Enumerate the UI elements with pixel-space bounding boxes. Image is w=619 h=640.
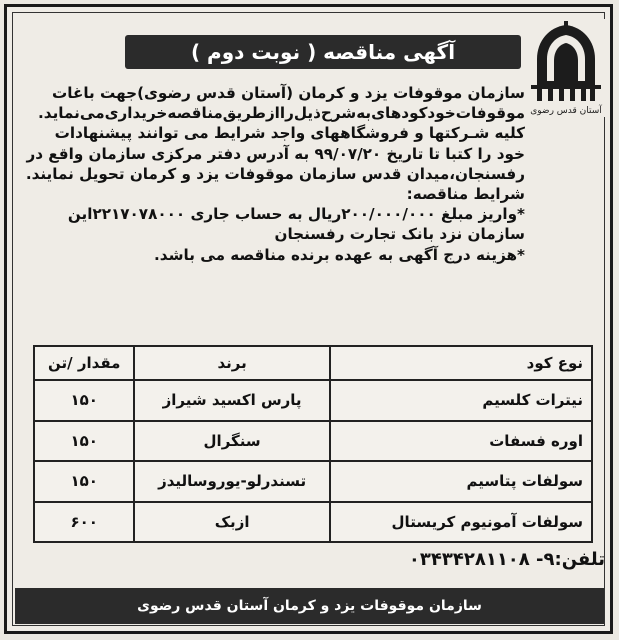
cell-brand: پارس اکسید شیراز [134,380,329,421]
conditions-heading: شرایط مناقصه: [406,185,525,204]
header-type: نوع کود [330,346,592,380]
cell-quantity: ۱۵۰ [34,461,134,502]
fertilizer-table-container [33,345,593,543]
header-quantity: مقدار /تن [34,346,134,380]
fertilizer-table [33,345,593,543]
cell-brand: تسندرلو-یوروسالیدز [134,461,329,502]
table-row [34,502,592,543]
table-row [34,421,592,462]
cell-quantity: ۱۵۰ [34,421,134,462]
cell-brand: ازبک [134,502,329,543]
newspaper-ad [4,4,613,634]
cell-type: نیترات کلسیم [330,380,592,421]
ad-body [25,83,525,265]
table-header-row [34,346,592,380]
deposit-condition: *واریز مبلغ ۲۰۰/۰۰۰/۰۰۰ریال به حساب جاری ۲۲۱۷۰۷۸۰۰۰این سازمان نزد بانک تجارت رفسنجان [67,205,525,244]
cell-type: اوره فسفات [330,421,592,462]
cell-quantity: ۶۰۰ [34,502,134,543]
ad-fee-condition: *هزینه درج آگهی به عهده برنده مناقصه می باشد. [154,245,525,264]
submission-paragraph: کلیه شـرکتها و فروشگاههای واجد شرایط می توانند پیشنهادات خود را کتبا تا تاریخ ۹۹/۰۷/۲۰ به آدرس دفتر مرکزی سازمان واقع در رفسنجان،میدان قدس سازمان موقوفات یزد و کرمان تحویل نمایند. [25,124,525,183]
table-row [34,461,592,502]
cell-quantity: ۱۵۰ [34,380,134,421]
cell-type: سولفات آمونیوم کریستال [330,502,592,543]
intro-paragraph: سازمان موقوفات یزد و کرمان (آستان قدس رضوی)جهت باغات موقوفات‌خودکودهای‌به‌شرح‌ذیل‌را‌از‌طریق‌مناقصه‌خریداری‌می‌نماید. [38,84,525,123]
cell-brand: سنگرال [134,421,329,462]
logo-caption: آستان قدس رضوی [530,106,602,116]
phone-number: تلفن:۹- ۰۳۴۳۴۲۸۱۱۰۸ [408,549,605,570]
shrine-emblem-icon [523,19,609,117]
header-brand: برند [134,346,329,380]
footer-banner: سازمان موقوفات یزد و کرمان آستان قدس رضوی [15,588,604,624]
cell-type: سولفات پتاسیم [330,461,592,502]
ad-title: آگهی مناقصه ( نوبت دوم ) [125,35,521,69]
table-row [34,380,592,421]
astan-quds-logo [523,19,609,117]
